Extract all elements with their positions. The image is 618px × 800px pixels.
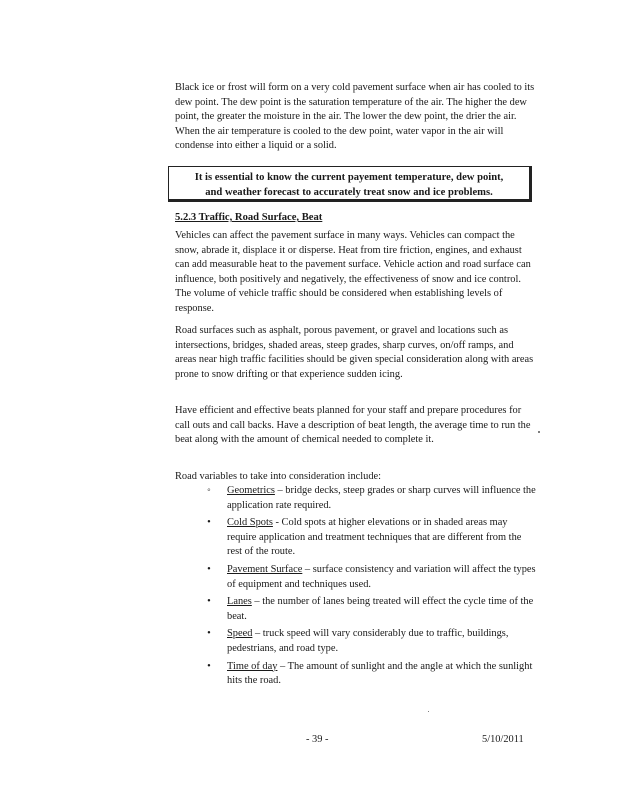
- list-item: [203, 627, 537, 656]
- paragraph-road-surfaces: Road surfaces such as asphalt, porous pavement, or gravel and locations such as intersections, bridges, shaded areas, steep grades, sharp curves, on/off ramps, and areas near high traffic facilities should be given special consideration along with areas prone to snow drifting or that experience sudden icing.: [175, 325, 534, 380]
- list-item: [203, 660, 537, 689]
- bullet-marker: ◦: [207, 485, 211, 496]
- list-item-description: – truck speed will vary considerably due to traffic, buildings, pedestrians, and road type.: [227, 628, 509, 654]
- bullet-marker: •: [207, 660, 211, 672]
- list-item-term: Speed: [227, 628, 253, 640]
- list-item-term: Lanes: [227, 596, 252, 608]
- list-item-description: – surface consistency and variation will affect the types of equipment and techniques used.: [227, 563, 536, 590]
- list-item-term: Cold Spots: [227, 517, 273, 529]
- callout-line-1: It is essential to know the current payement temperature, dew point,: [194, 172, 504, 183]
- bullet-marker: •: [207, 628, 211, 640]
- footer-date: 5/10/2011: [482, 734, 524, 745]
- paragraph-beats: Have efficient and effective beats planned for your staff and prepare procedures for call outs and call backs. Have a description of beat length, the average time to run the beat along with the amount of chemical needed to complete it.: [175, 405, 531, 446]
- bullet-marker: •: [207, 563, 211, 575]
- list-item: [203, 563, 537, 592]
- list-item-term: Pavement Surface: [227, 563, 303, 575]
- list-item: [203, 516, 537, 560]
- paragraph-traffic: Vehicles can affect the pavement surface in many ways. Vehicles can compact the snow, abrade it, displace it or disperse. Heat from tire friction, engines, and exhaust can add measurable heat to the pavement surface. Vehicle action and road surface can influence, both positively and negatively, the effectiveness of snow and ice control. The volume of vehicle traffic should be considered when establishing levels of response.: [175, 230, 531, 314]
- list-item: [203, 484, 537, 513]
- bullet-marker: •: [207, 517, 211, 529]
- list-item-term: Geometrics: [227, 485, 275, 496]
- intro-paragraph: Black ice or frost will form on a very cold pavement surface when air has cooled to its dew point. The dew point is the saturation temperature of the air. The higher the dew point, the greater the moisture in the air. The lower the dew point, the drier the air. When the air temperature is cooled to the dew point, water vapor in the air will condense into either a liquid or a solid.: [175, 82, 535, 152]
- list-item-description: – bridge decks, steep grades or sharp curves will influence the application rate required.: [227, 485, 536, 511]
- list-item-description: – The amount of sunlight and the angle at which the sunlight hits the road.: [227, 660, 533, 687]
- bullet-marker: •: [207, 596, 211, 608]
- list-item-description: - Cold spots at higher elevations or in shaded areas may require application and treatment techniques that are different from the rest of the route.: [227, 517, 522, 558]
- list-item-term: Time of day: [227, 660, 278, 672]
- callout-line-2: and weather forecast to accurately treat snow and ice problems.: [205, 187, 493, 198]
- paragraph-road-variables-intro: Road variables to take into consideration include:: [175, 471, 382, 482]
- scan-speck: [538, 431, 540, 433]
- section-heading: 5.2.3 Traffic, Road Surface, Beat: [175, 212, 323, 223]
- page-number: - 39 -: [306, 734, 329, 745]
- key-point-callout: [168, 166, 532, 202]
- scan-speck: [428, 711, 429, 712]
- list-item: [203, 595, 537, 624]
- list-item-description: – the number of lanes being treated will effect the cycle time of the beat.: [227, 596, 534, 622]
- road-variables-list: [203, 484, 537, 692]
